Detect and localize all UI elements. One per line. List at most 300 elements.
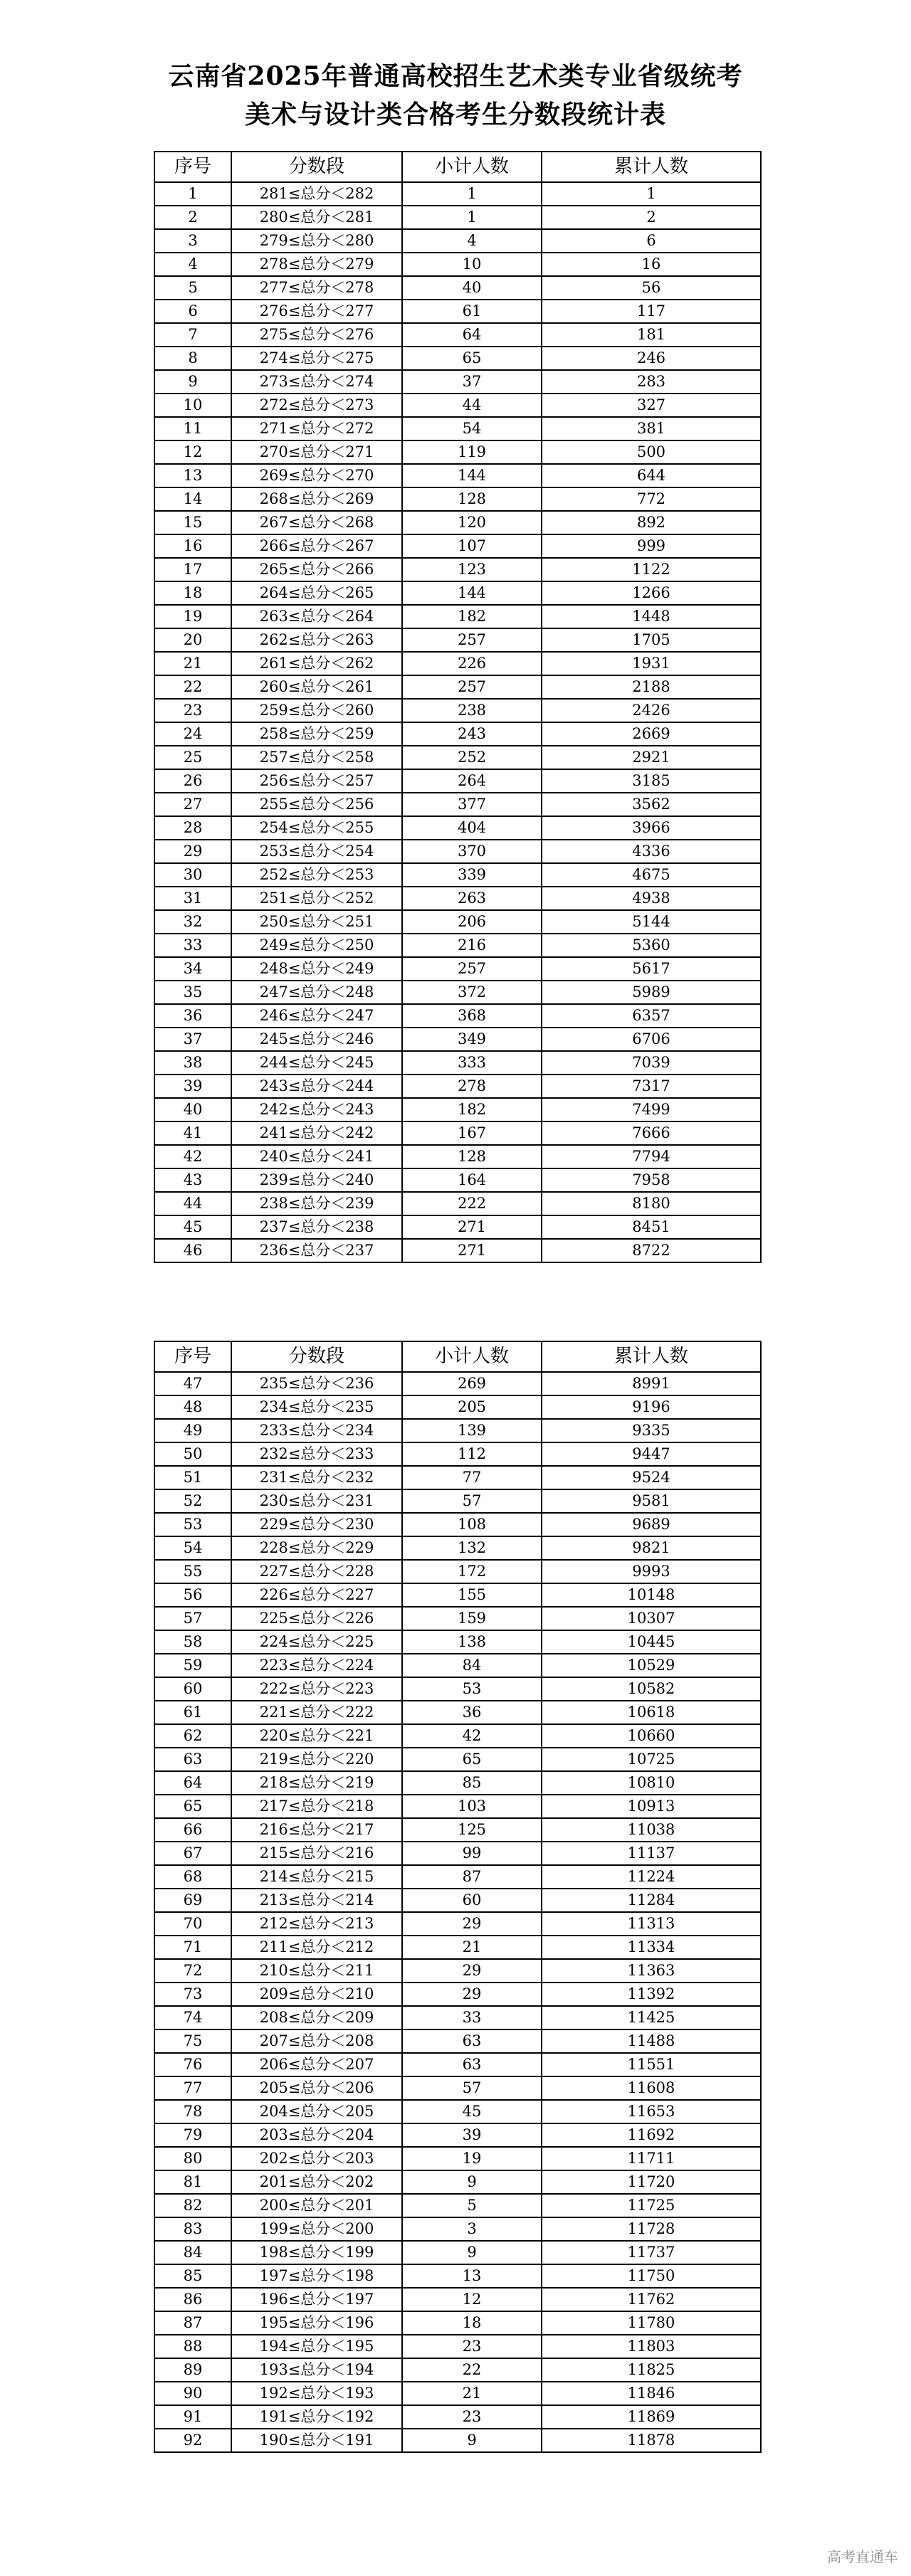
cell-cumulative: 1 (542, 182, 761, 206)
cell-index: 43 (154, 1168, 231, 1192)
cell-score-range: 250≤总分＜251 (231, 910, 402, 934)
table-row (154, 934, 761, 957)
table-row (154, 417, 761, 440)
cell-subtotal: 257 (402, 675, 542, 699)
cell-index: 33 (154, 934, 231, 957)
table-header-row (154, 1341, 761, 1372)
table-row (154, 1654, 761, 1677)
cell-cumulative: 9689 (542, 1513, 761, 1536)
cell-cumulative: 7794 (542, 1145, 761, 1168)
cell-index: 26 (154, 769, 231, 793)
cell-score-range: 241≤总分＜242 (231, 1121, 402, 1145)
cell-index: 86 (154, 2288, 231, 2311)
table-row (154, 276, 761, 300)
cell-score-range: 233≤总分＜234 (231, 1419, 402, 1442)
cell-score-range: 280≤总分＜281 (231, 206, 402, 229)
table-row (154, 1004, 761, 1028)
cell-index: 6 (154, 300, 231, 323)
table-row (154, 652, 761, 675)
cell-index: 58 (154, 1630, 231, 1654)
cell-index: 65 (154, 1795, 231, 1818)
cell-cumulative: 1448 (542, 605, 761, 628)
cell-subtotal: 206 (402, 910, 542, 934)
table-row (154, 2100, 761, 2123)
cell-cumulative: 10529 (542, 1654, 761, 1677)
cell-score-range: 195≤总分＜196 (231, 2311, 402, 2335)
cell-cumulative: 6706 (542, 1028, 761, 1051)
cell-cumulative: 7666 (542, 1121, 761, 1145)
table-row (154, 558, 761, 581)
table-row (154, 229, 761, 253)
cell-subtotal: 40 (402, 276, 542, 300)
cell-cumulative: 11334 (542, 1936, 761, 1959)
cell-cumulative: 5360 (542, 934, 761, 957)
cell-index: 53 (154, 1513, 231, 1536)
cell-score-range: 198≤总分＜199 (231, 2241, 402, 2264)
header-score-range: 分数段 (231, 152, 402, 182)
cell-index: 71 (154, 1936, 231, 1959)
cell-index: 24 (154, 722, 231, 746)
cell-score-range: 201≤总分＜202 (231, 2170, 402, 2194)
cell-cumulative: 327 (542, 394, 761, 417)
table-row (154, 816, 761, 840)
cell-index: 30 (154, 863, 231, 887)
cell-cumulative: 3185 (542, 769, 761, 793)
cell-cumulative: 10913 (542, 1795, 761, 1818)
cell-cumulative: 11224 (542, 1865, 761, 1889)
cell-subtotal: 119 (402, 440, 542, 464)
cell-subtotal: 107 (402, 534, 542, 558)
cell-subtotal: 64 (402, 323, 542, 347)
cell-cumulative: 7317 (542, 1075, 761, 1098)
cell-score-range: 209≤总分＜210 (231, 1983, 402, 2006)
cell-subtotal: 33 (402, 2006, 542, 2029)
cell-index: 23 (154, 699, 231, 722)
cell-score-range: 245≤总分＜246 (231, 1028, 402, 1051)
cell-subtotal: 65 (402, 1748, 542, 1771)
cell-index: 83 (154, 2217, 231, 2241)
cell-subtotal: 125 (402, 1818, 542, 1842)
cell-subtotal: 205 (402, 1395, 542, 1419)
table-row (154, 1075, 761, 1098)
cell-score-range: 258≤总分＜259 (231, 722, 402, 746)
cell-index: 56 (154, 1583, 231, 1607)
cell-score-range: 251≤总分＜252 (231, 887, 402, 910)
cell-score-range: 264≤总分＜265 (231, 581, 402, 605)
cell-cumulative: 644 (542, 464, 761, 487)
cell-score-range: 273≤总分＜274 (231, 370, 402, 394)
table-row (154, 2170, 761, 2194)
table-row (154, 1795, 761, 1818)
document-title-line2: 美术与设计类合格考生分数段统计表 (244, 100, 666, 130)
header-cumulative: 累计人数 (542, 1341, 761, 1372)
cell-subtotal: 37 (402, 370, 542, 394)
cell-index: 61 (154, 1701, 231, 1724)
cell-index: 28 (154, 816, 231, 840)
cell-score-range: 213≤总分＜214 (231, 1889, 402, 1912)
cell-cumulative: 56 (542, 276, 761, 300)
cell-index: 75 (154, 2029, 231, 2053)
cell-index: 72 (154, 1959, 231, 1983)
cell-index: 34 (154, 957, 231, 981)
cell-index: 22 (154, 675, 231, 699)
cell-subtotal: 139 (402, 1419, 542, 1442)
cell-subtotal: 23 (402, 2405, 542, 2429)
table-row (154, 1959, 761, 1983)
document-title-line1: 云南省2025年普通高校招生艺术类专业省级统考 (168, 61, 743, 91)
cell-subtotal: 1 (402, 182, 542, 206)
cell-score-range: 205≤总分＜206 (231, 2076, 402, 2100)
cell-cumulative: 9447 (542, 1442, 761, 1466)
cell-index: 4 (154, 253, 231, 276)
cell-score-range: 206≤总分＜207 (231, 2053, 402, 2076)
table-row (154, 1442, 761, 1466)
cell-score-range: 278≤总分＜279 (231, 253, 402, 276)
cell-score-range: 237≤总分＜238 (231, 1215, 402, 1239)
cell-cumulative: 4336 (542, 840, 761, 863)
cell-cumulative: 772 (542, 487, 761, 511)
cell-subtotal: 349 (402, 1028, 542, 1051)
cell-index: 3 (154, 229, 231, 253)
cell-score-range: 207≤总分＜208 (231, 2029, 402, 2053)
cell-score-range: 215≤总分＜216 (231, 1842, 402, 1865)
cell-cumulative: 246 (542, 347, 761, 370)
table-row (154, 394, 761, 417)
table-row (154, 1842, 761, 1865)
table-row (154, 2194, 761, 2217)
cell-index: 73 (154, 1983, 231, 2006)
cell-index: 50 (154, 1442, 231, 1466)
cell-subtotal: 57 (402, 2076, 542, 2100)
cell-subtotal: 9 (402, 2170, 542, 2194)
cell-cumulative: 117 (542, 300, 761, 323)
cell-subtotal: 368 (402, 1004, 542, 1028)
table-row (154, 2123, 761, 2147)
cell-subtotal: 53 (402, 1677, 542, 1701)
cell-subtotal: 120 (402, 511, 542, 534)
cell-subtotal: 370 (402, 840, 542, 863)
score-table-part1 (154, 151, 762, 1263)
cell-index: 85 (154, 2264, 231, 2288)
cell-index: 44 (154, 1192, 231, 1215)
cell-index: 69 (154, 1889, 231, 1912)
cell-score-range: 200≤总分＜201 (231, 2194, 402, 2217)
header-index: 序号 (154, 1341, 231, 1372)
cell-cumulative: 892 (542, 511, 761, 534)
cell-subtotal: 21 (402, 2382, 542, 2405)
cell-subtotal: 77 (402, 1466, 542, 1489)
cell-index: 42 (154, 1145, 231, 1168)
table-row (154, 1098, 761, 1121)
cell-index: 70 (154, 1912, 231, 1936)
table-row (154, 2358, 761, 2382)
cell-score-range: 222≤总分＜223 (231, 1677, 402, 1701)
table-row (154, 2029, 761, 2053)
cell-cumulative: 11869 (542, 2405, 761, 2429)
cell-cumulative: 181 (542, 323, 761, 347)
table-row (154, 1466, 761, 1489)
cell-cumulative: 11608 (542, 2076, 761, 2100)
cell-subtotal: 18 (402, 2311, 542, 2335)
cell-score-range: 275≤总分＜276 (231, 323, 402, 347)
cell-subtotal: 19 (402, 2147, 542, 2170)
cell-cumulative: 11711 (542, 2147, 761, 2170)
cell-subtotal: 13 (402, 2264, 542, 2288)
cell-cumulative: 11825 (542, 2358, 761, 2382)
cell-cumulative: 11728 (542, 2217, 761, 2241)
cell-cumulative: 6357 (542, 1004, 761, 1028)
cell-cumulative: 8722 (542, 1239, 761, 1262)
cell-index: 12 (154, 440, 231, 464)
cell-score-range: 254≤总分＜255 (231, 816, 402, 840)
cell-score-range: 217≤总分＜218 (231, 1795, 402, 1818)
cell-index: 40 (154, 1098, 231, 1121)
cell-index: 7 (154, 323, 231, 347)
cell-subtotal: 12 (402, 2288, 542, 2311)
cell-index: 76 (154, 2053, 231, 2076)
cell-index: 60 (154, 1677, 231, 1701)
header-subtotal: 小计人数 (402, 1341, 542, 1372)
cell-index: 80 (154, 2147, 231, 2170)
cell-score-range: 203≤总分＜204 (231, 2123, 402, 2147)
table-row (154, 2076, 761, 2100)
cell-subtotal: 333 (402, 1051, 542, 1075)
cell-subtotal: 278 (402, 1075, 542, 1098)
cell-score-range: 220≤总分＜221 (231, 1724, 402, 1748)
cell-score-range: 196≤总分＜197 (231, 2288, 402, 2311)
cell-subtotal: 144 (402, 581, 542, 605)
table-row (154, 511, 761, 534)
cell-cumulative: 2188 (542, 675, 761, 699)
cell-cumulative: 6 (542, 229, 761, 253)
cell-index: 84 (154, 2241, 231, 2264)
cell-score-range: 191≤总分＜192 (231, 2405, 402, 2429)
table-row (154, 1912, 761, 1936)
cell-cumulative: 2426 (542, 699, 761, 722)
cell-index: 81 (154, 2170, 231, 2194)
cell-subtotal: 377 (402, 793, 542, 816)
cell-subtotal: 182 (402, 605, 542, 628)
cell-score-range: 244≤总分＜245 (231, 1051, 402, 1075)
cell-cumulative: 3562 (542, 793, 761, 816)
cell-subtotal: 60 (402, 1889, 542, 1912)
cell-index: 10 (154, 394, 231, 417)
cell-index: 87 (154, 2311, 231, 2335)
cell-subtotal: 138 (402, 1630, 542, 1654)
table-row (154, 1983, 761, 2006)
cell-subtotal: 63 (402, 2053, 542, 2076)
cell-subtotal: 339 (402, 863, 542, 887)
cell-score-range: 247≤总分＜248 (231, 981, 402, 1004)
cell-index: 9 (154, 370, 231, 394)
cell-cumulative: 11762 (542, 2288, 761, 2311)
cell-score-range: 192≤总分＜193 (231, 2382, 402, 2405)
table-row (154, 1513, 761, 1536)
cell-cumulative: 5144 (542, 910, 761, 934)
cell-cumulative: 283 (542, 370, 761, 394)
cell-score-range: 228≤总分＜229 (231, 1536, 402, 1560)
cell-subtotal: 372 (402, 981, 542, 1004)
cell-score-range: 277≤总分＜278 (231, 276, 402, 300)
cell-subtotal: 5 (402, 2194, 542, 2217)
cell-index: 2 (154, 206, 231, 229)
table-row (154, 1215, 761, 1239)
cell-subtotal: 263 (402, 887, 542, 910)
table-row (154, 2335, 761, 2358)
cell-cumulative: 11720 (542, 2170, 761, 2194)
table-row (154, 2006, 761, 2029)
cell-index: 82 (154, 2194, 231, 2217)
cell-subtotal: 39 (402, 2123, 542, 2147)
table-row (154, 1028, 761, 1051)
cell-subtotal: 36 (402, 1701, 542, 1724)
cell-subtotal: 45 (402, 2100, 542, 2123)
cell-index: 88 (154, 2335, 231, 2358)
cell-index: 19 (154, 605, 231, 628)
cell-subtotal: 271 (402, 1239, 542, 1262)
cell-subtotal: 264 (402, 769, 542, 793)
table-row (154, 1536, 761, 1560)
cell-score-range: 240≤总分＜241 (231, 1145, 402, 1168)
table-row (154, 1677, 761, 1701)
cell-subtotal: 132 (402, 1536, 542, 1560)
cell-index: 62 (154, 1724, 231, 1748)
table-header-row (154, 152, 761, 182)
cell-subtotal: 257 (402, 628, 542, 652)
cell-subtotal: 29 (402, 1983, 542, 2006)
cell-score-range: 226≤总分＜227 (231, 1583, 402, 1607)
cell-score-range: 276≤总分＜277 (231, 300, 402, 323)
header-subtotal: 小计人数 (402, 152, 542, 182)
cell-cumulative: 8451 (542, 1215, 761, 1239)
table-row (154, 464, 761, 487)
cell-index: 1 (154, 182, 231, 206)
cell-index: 37 (154, 1028, 231, 1051)
cell-cumulative: 11780 (542, 2311, 761, 2335)
cell-cumulative: 11313 (542, 1912, 761, 1936)
cell-cumulative: 7499 (542, 1098, 761, 1121)
cell-score-range: 269≤总分＜270 (231, 464, 402, 487)
cell-subtotal: 29 (402, 1912, 542, 1936)
cell-cumulative: 10660 (542, 1724, 761, 1748)
cell-cumulative: 9524 (542, 1466, 761, 1489)
cell-subtotal: 85 (402, 1771, 542, 1795)
cell-index: 27 (154, 793, 231, 816)
cell-score-range: 265≤总分＜266 (231, 558, 402, 581)
cell-score-range: 204≤总分＜205 (231, 2100, 402, 2123)
cell-subtotal: 44 (402, 394, 542, 417)
cell-index: 25 (154, 746, 231, 769)
table-row (154, 370, 761, 394)
table-row (154, 1865, 761, 1889)
cell-subtotal: 4 (402, 229, 542, 253)
cell-score-range: 236≤总分＜237 (231, 1239, 402, 1262)
cell-index: 47 (154, 1372, 231, 1395)
cell-index: 77 (154, 2076, 231, 2100)
table-row (154, 699, 761, 722)
cell-index: 15 (154, 511, 231, 534)
cell-index: 79 (154, 2123, 231, 2147)
cell-subtotal: 99 (402, 1842, 542, 1865)
cell-subtotal: 159 (402, 1607, 542, 1630)
cell-cumulative: 11363 (542, 1959, 761, 1983)
cell-score-range: 212≤总分＜213 (231, 1912, 402, 1936)
cell-cumulative: 1122 (542, 558, 761, 581)
cell-subtotal: 9 (402, 2429, 542, 2452)
cell-index: 5 (154, 276, 231, 300)
cell-subtotal: 10 (402, 253, 542, 276)
cell-cumulative: 9993 (542, 1560, 761, 1583)
cell-index: 14 (154, 487, 231, 511)
table-row (154, 1607, 761, 1630)
cell-score-range: 267≤总分＜268 (231, 511, 402, 534)
cell-index: 68 (154, 1865, 231, 1889)
cell-subtotal: 167 (402, 1121, 542, 1145)
cell-score-range: 259≤总分＜260 (231, 699, 402, 722)
cell-score-range: 271≤总分＜272 (231, 417, 402, 440)
cell-subtotal: 63 (402, 2029, 542, 2053)
cell-score-range: 231≤总分＜232 (231, 1466, 402, 1489)
cell-subtotal: 164 (402, 1168, 542, 1192)
cell-score-range: 229≤总分＜230 (231, 1513, 402, 1536)
cell-cumulative: 2 (542, 206, 761, 229)
cell-cumulative: 11803 (542, 2335, 761, 2358)
watermark-text: 高考直通车 (827, 2548, 898, 2565)
cell-cumulative: 11846 (542, 2382, 761, 2405)
table-row (154, 534, 761, 558)
table-row (154, 1583, 761, 1607)
table-row (154, 1771, 761, 1795)
cell-cumulative: 381 (542, 417, 761, 440)
table-row (154, 863, 761, 887)
cell-subtotal: 23 (402, 2335, 542, 2358)
cell-score-range: 252≤总分＜253 (231, 863, 402, 887)
table-row (154, 253, 761, 276)
table-row (154, 182, 761, 206)
cell-cumulative: 11878 (542, 2429, 761, 2452)
cell-subtotal: 252 (402, 746, 542, 769)
cell-subtotal: 226 (402, 652, 542, 675)
cell-index: 67 (154, 1842, 231, 1865)
cell-subtotal: 1 (402, 206, 542, 229)
cell-score-range: 194≤总分＜195 (231, 2335, 402, 2358)
cell-cumulative: 10725 (542, 1748, 761, 1771)
cell-index: 63 (154, 1748, 231, 1771)
cell-subtotal: 29 (402, 1959, 542, 1983)
cell-score-range: 255≤总分＜256 (231, 793, 402, 816)
table-row (154, 206, 761, 229)
cell-score-range: 208≤总分＜209 (231, 2006, 402, 2029)
cell-score-range: 266≤总分＜267 (231, 534, 402, 558)
table-row (154, 1168, 761, 1192)
cell-subtotal: 57 (402, 1489, 542, 1513)
cell-index: 91 (154, 2405, 231, 2429)
table-row (154, 323, 761, 347)
table-row (154, 1419, 761, 1442)
cell-subtotal: 3 (402, 2217, 542, 2241)
table-row (154, 2288, 761, 2311)
cell-cumulative: 8991 (542, 1372, 761, 1395)
cell-score-range: 239≤总分＜240 (231, 1168, 402, 1192)
cell-subtotal: 222 (402, 1192, 542, 1215)
cell-score-range: 219≤总分＜220 (231, 1748, 402, 1771)
cell-score-range: 281≤总分＜282 (231, 182, 402, 206)
cell-cumulative: 9581 (542, 1489, 761, 1513)
cell-index: 21 (154, 652, 231, 675)
cell-cumulative: 10618 (542, 1701, 761, 1724)
cell-cumulative: 8180 (542, 1192, 761, 1215)
cell-cumulative: 11692 (542, 2123, 761, 2147)
